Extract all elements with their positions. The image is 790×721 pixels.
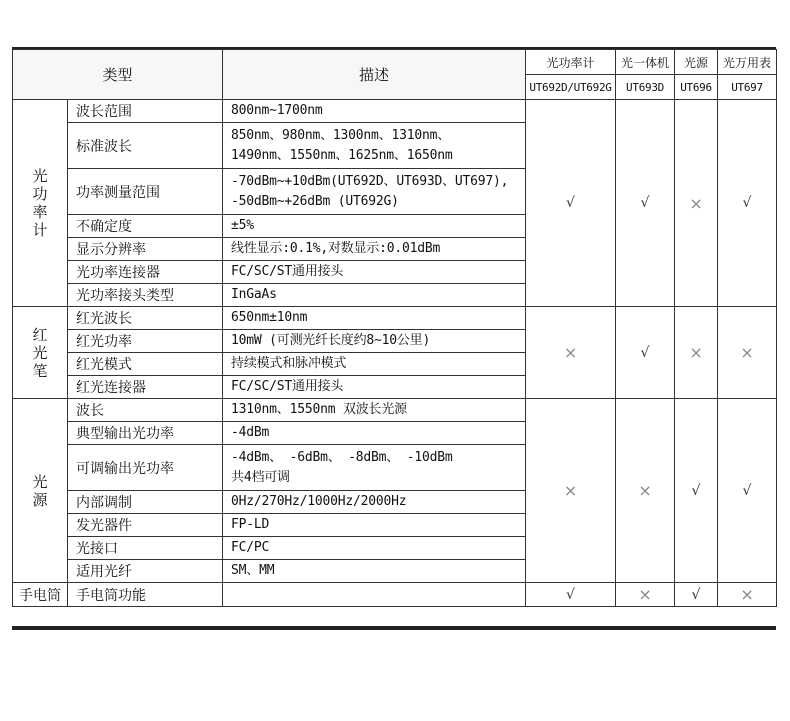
product-model: UT697 <box>718 75 777 100</box>
group-label: 手电筒 <box>13 583 68 607</box>
desc-line: 持续模式和脉冲模式 <box>231 356 347 371</box>
product-name: 光源 <box>675 50 718 75</box>
desc-cell <box>223 100 526 123</box>
desc-line: 1490nm、1550nm、1625nm、1650nm <box>231 147 453 163</box>
desc-line: -70dBm~+10dBm(UT692D、UT693D、UT697), <box>231 173 509 189</box>
item-cell: 光功率连接器 <box>68 261 223 284</box>
desc-cell <box>223 399 526 422</box>
desc-cell <box>223 330 526 353</box>
desc-line: FC/PC <box>231 540 270 555</box>
type-header: 类型 <box>13 50 223 100</box>
desc-line: 0Hz/270Hz/1000Hz/2000Hz <box>231 494 407 509</box>
support-mark <box>526 399 616 583</box>
support-mark <box>718 583 777 607</box>
check-mark: √ <box>640 344 650 361</box>
group-label <box>13 307 68 399</box>
product-name: 光一体机 <box>616 50 675 75</box>
desc-cell <box>223 284 526 307</box>
product-model: UT693D <box>616 75 675 100</box>
desc-line: 线性显示:0.1%,对数显示:0.01dBm <box>231 241 441 256</box>
desc-cell <box>223 238 526 261</box>
desc-line: SM、MM <box>231 563 275 578</box>
support-mark <box>526 307 616 399</box>
check-mark: √ <box>566 586 575 603</box>
desc-line: -4dBm <box>231 425 270 440</box>
desc-cell <box>223 261 526 284</box>
cross-mark: × <box>689 343 703 362</box>
item-cell: 显示分辨率 <box>68 238 223 261</box>
desc-cell <box>223 583 526 607</box>
item-cell: 红光波长 <box>68 307 223 330</box>
cross-mark: × <box>740 343 754 362</box>
item-cell: 红光功率 <box>68 330 223 353</box>
check-mark: √ <box>640 195 650 211</box>
desc-line: 共4档可调 <box>231 469 290 485</box>
item-cell: 典型输出光功率 <box>68 422 223 445</box>
support-mark <box>675 307 718 399</box>
desc-cell <box>223 376 526 399</box>
item-cell: 功率测量范围 <box>68 169 223 215</box>
item-cell: 光接口 <box>68 537 223 560</box>
support-mark <box>718 399 777 583</box>
check-mark: √ <box>742 482 752 499</box>
desc-line: -4dBm、 -6dBm、 -8dBm、 -10dBm <box>231 449 453 465</box>
support-mark <box>616 307 675 399</box>
desc-line: 1310nm、1550nm 双波长光源 <box>231 402 407 417</box>
support-mark <box>616 100 675 307</box>
desc-cell <box>223 422 526 445</box>
item-cell: 红光连接器 <box>68 376 223 399</box>
header-row-1 <box>13 50 777 75</box>
desc-cell <box>223 537 526 560</box>
table-row <box>13 583 777 607</box>
cross-mark: × <box>689 193 703 213</box>
check-mark: √ <box>691 482 701 499</box>
support-mark <box>718 100 777 307</box>
desc-cell <box>223 514 526 537</box>
support-mark <box>616 399 675 583</box>
desc-cell <box>223 560 526 583</box>
desc-line: 10mW (可测光纤长度约8~10公里) <box>231 333 431 348</box>
desc-line: FC/SC/ST通用接头 <box>231 264 344 279</box>
desc-line: ±5% <box>231 218 254 233</box>
item-cell: 适用光纤 <box>68 560 223 583</box>
desc-cell <box>223 445 526 491</box>
cross-mark: × <box>638 585 652 604</box>
item-cell: 光功率接头类型 <box>68 284 223 307</box>
table-row <box>13 307 777 330</box>
desc-line: FC/SC/ST通用接头 <box>231 379 344 394</box>
check-mark: √ <box>742 195 752 211</box>
item-cell: 标准波长 <box>68 123 223 169</box>
support-mark <box>526 100 616 307</box>
spec-table <box>12 49 777 607</box>
desc-header: 描述 <box>223 50 526 100</box>
cross-mark: × <box>740 585 754 604</box>
desc-cell <box>223 169 526 215</box>
desc-line: 650nm±10nm <box>231 310 308 325</box>
item-cell: 红光模式 <box>68 353 223 376</box>
group-label-text: 光功率计 <box>32 167 48 239</box>
check-mark: √ <box>566 195 575 211</box>
desc-cell <box>223 491 526 514</box>
desc-cell <box>223 353 526 376</box>
group-label <box>13 100 68 307</box>
desc-cell <box>223 123 526 169</box>
group-label <box>13 399 68 583</box>
cross-mark: × <box>638 481 652 500</box>
support-mark <box>675 100 718 307</box>
product-name: 光功率计 <box>526 50 616 75</box>
product-name: 光万用表 <box>718 50 777 75</box>
desc-cell <box>223 215 526 238</box>
support-mark <box>616 583 675 607</box>
group-label-text: 光源 <box>32 472 48 509</box>
cross-mark: × <box>563 343 578 362</box>
cross-mark: × <box>563 481 578 500</box>
item-cell: 不确定度 <box>68 215 223 238</box>
group-label-text: 红光笔 <box>32 325 48 380</box>
item-cell: 发光器件 <box>68 514 223 537</box>
item-cell: 可调输出光功率 <box>68 445 223 491</box>
desc-line: -50dBm~+26dBm (UT692G) <box>231 193 399 209</box>
product-model: UT696 <box>675 75 718 100</box>
support-mark <box>526 583 616 607</box>
check-mark: √ <box>691 586 701 603</box>
item-cell: 波长 <box>68 399 223 422</box>
desc-line: 850nm、980nm、1300nm、1310nm、 <box>231 127 451 143</box>
desc-line: FP-LD <box>231 517 270 532</box>
desc-line: 800nm~1700nm <box>231 103 323 118</box>
table-bottom-border <box>12 626 776 630</box>
item-cell: 波长范围 <box>68 100 223 123</box>
table-row <box>13 399 777 422</box>
product-model: UT692D/UT692G <box>526 75 616 100</box>
support-mark <box>675 583 718 607</box>
item-cell: 手电筒功能 <box>68 583 223 607</box>
desc-cell <box>223 307 526 330</box>
desc-line: InGaAs <box>231 287 277 302</box>
support-mark <box>675 399 718 583</box>
support-mark <box>718 307 777 399</box>
item-cell: 内部调制 <box>68 491 223 514</box>
table-row <box>13 100 777 123</box>
